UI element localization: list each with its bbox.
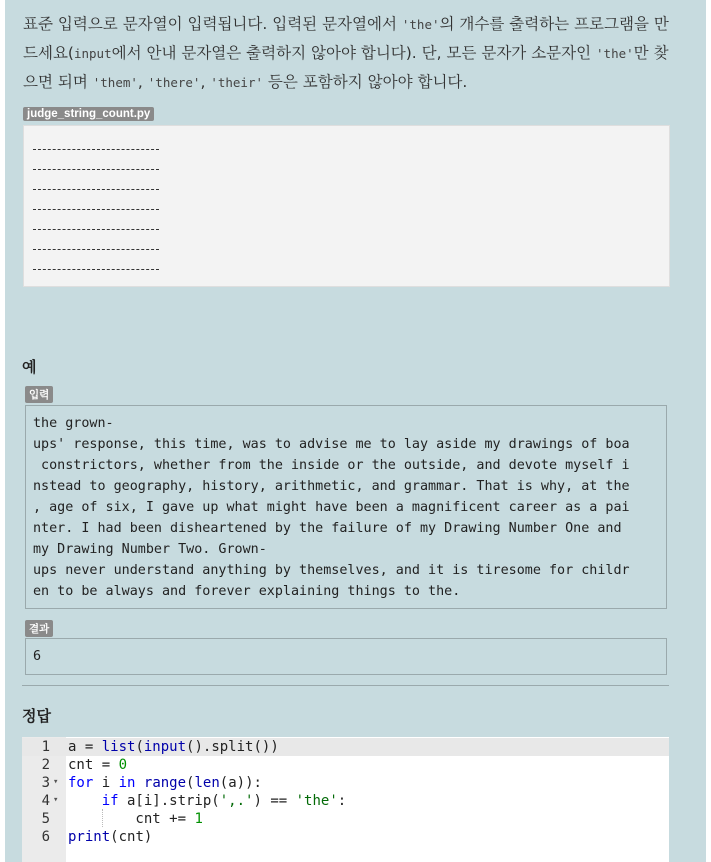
line-number: 3 <box>41 775 50 791</box>
desc-text: , <box>137 73 148 91</box>
example-title: 예 <box>22 358 37 376</box>
input-line: constrictors, whether from the inside or the outside, and devote myself i <box>33 458 630 473</box>
desc-code: 'the' <box>401 17 440 32</box>
solution-code-editor[interactable] <box>22 737 669 862</box>
example-result-value: 6 <box>33 649 42 664</box>
code-line[interactable] <box>22 792 669 810</box>
problem-description <box>23 10 673 97</box>
desc-code: input <box>73 46 112 61</box>
code-text: print(cnt) <box>68 829 153 845</box>
code-line[interactable] <box>22 756 669 774</box>
desc-text: 에서 안내 문자열은 출력하지 않아야 합니다). 단, 모든 문자가 소문자인 <box>111 44 597 62</box>
fold-arrow-icon[interactable]: ▾ <box>53 777 59 787</box>
result-tag: 결과 <box>25 620 53 637</box>
input-line: ups' response, this time, was to advise me to lay aside my drawings of boa <box>33 437 630 452</box>
desc-text: 표준 입력으로 문자열이 입력됩니다. 입력된 문자열에서 <box>23 15 402 33</box>
input-line: en to be always and forever explaining things to the. <box>33 584 461 599</box>
code-text: if a[i].strip(',.') == 'the': <box>101 793 347 809</box>
example-result-box <box>25 638 667 675</box>
example-input-text <box>33 413 630 602</box>
blank-line[interactable] <box>33 249 159 250</box>
code-text: for i in range(len(a)): <box>68 775 262 791</box>
desc-code: 'the' <box>596 46 634 61</box>
line-number: 4 <box>41 793 50 809</box>
line-number: 1 <box>41 739 50 755</box>
input-line: the grown- <box>33 416 114 431</box>
code-line[interactable] <box>22 738 669 756</box>
line-number: 2 <box>41 757 50 773</box>
desc-text: 드세요( <box>23 44 74 62</box>
desc-code: 'there' <box>147 75 201 90</box>
desc-code: 'their' <box>210 75 263 90</box>
example-input-box <box>25 405 667 609</box>
fold-arrow-icon[interactable]: ▾ <box>53 795 59 805</box>
line-number: 6 <box>41 829 50 845</box>
input-line: , age of six, I gave up what might have been a magnificent career as a pai <box>33 500 630 515</box>
desc-text: , <box>200 73 211 91</box>
code-line[interactable] <box>22 810 669 828</box>
desc-text: 만 찾 <box>633 44 669 62</box>
input-tag: 입력 <box>25 386 53 403</box>
file-name-tag: judge_string_count.py <box>23 107 154 121</box>
code-line[interactable] <box>22 828 669 846</box>
indent-guide <box>102 809 103 827</box>
blank-line[interactable] <box>33 229 159 230</box>
blank-line[interactable] <box>33 149 159 150</box>
desc-code: 'them' <box>92 75 138 90</box>
code-text: a = list(input().split()) <box>68 739 279 755</box>
input-line: ups never understand anything by themselves, and it is tiresome for childr <box>33 563 630 578</box>
desc-text: 으면 되며 <box>23 73 93 91</box>
blank-line[interactable] <box>33 209 159 210</box>
input-line: my Drawing Number Two. Grown- <box>33 542 267 557</box>
desc-text: 등은 포함하지 않아야 합니다. <box>263 73 468 91</box>
answer-title: 정답 <box>22 707 51 725</box>
code-answer-editor[interactable] <box>23 125 670 287</box>
section-divider <box>22 685 669 686</box>
code-text: cnt += 1 <box>68 811 203 827</box>
blank-line[interactable] <box>33 269 159 270</box>
blank-line[interactable] <box>33 169 159 170</box>
desc-text: 의 개수를 출력하는 프로그램을 만 <box>439 15 669 33</box>
blank-line[interactable] <box>33 189 159 190</box>
input-line: nter. I had been disheartened by the failure of my Drawing Number One and <box>33 521 622 536</box>
input-line: nstead to geography, history, arithmetic, and grammar. That is why, at the <box>33 479 630 494</box>
code-line[interactable] <box>22 774 669 792</box>
line-number: 5 <box>41 811 50 827</box>
code-text: cnt = 0 <box>68 757 128 773</box>
